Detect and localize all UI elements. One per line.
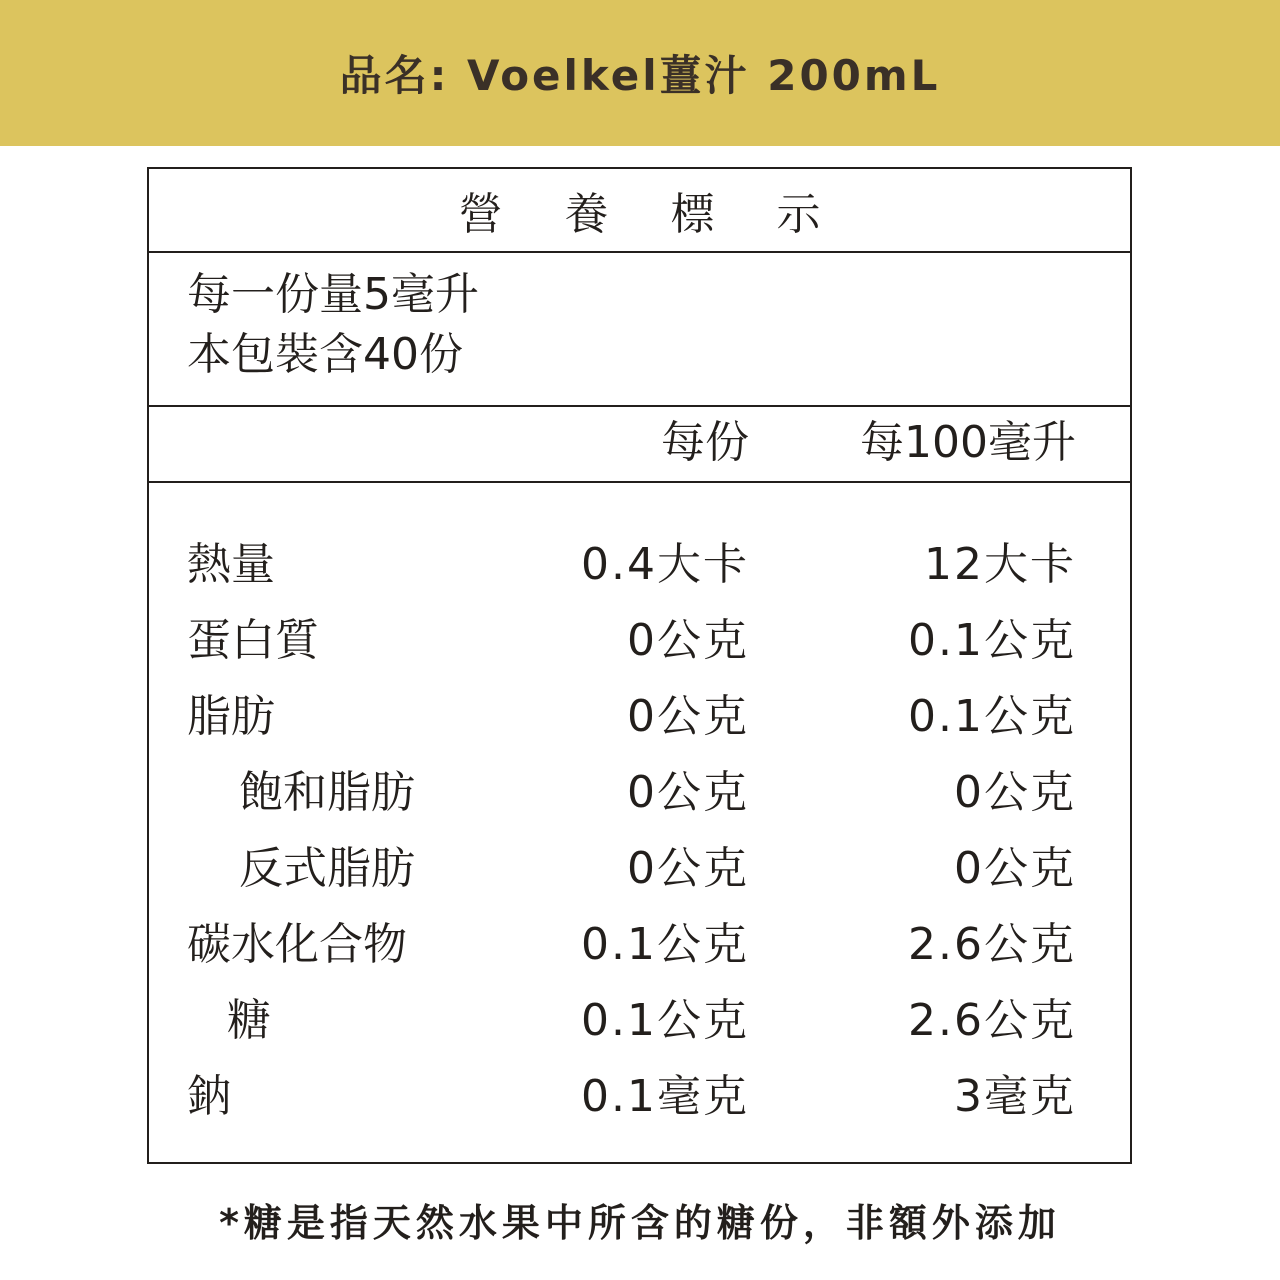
per-serving-value: 0.4大卡 bbox=[581, 539, 749, 590]
nutrient-row-fat bbox=[149, 687, 1130, 747]
per-100ml-value: 0.1公克 bbox=[908, 615, 1076, 666]
nutrient-name: 飽和脂肪 bbox=[239, 767, 415, 818]
product-name: 品名: Voelkel薑汁 200mL bbox=[339, 51, 941, 100]
servings-per-package: 本包裝含40份 bbox=[187, 329, 463, 380]
serving-info bbox=[149, 251, 1130, 407]
serving-size: 每一份量5毫升 bbox=[187, 269, 479, 320]
nutrient-row-trans-fat bbox=[149, 839, 1130, 899]
product-banner bbox=[0, 0, 1280, 146]
per-serving-value: 0公克 bbox=[627, 843, 749, 894]
per-serving-header: 每份 bbox=[661, 417, 749, 468]
nutrient-name: 鈉 bbox=[187, 1071, 231, 1122]
per-100ml-value: 2.6公克 bbox=[908, 995, 1076, 1046]
nutrition-facts-panel bbox=[147, 167, 1132, 1164]
per-100ml-value: 2.6公克 bbox=[908, 919, 1076, 970]
per-100ml-value: 0公克 bbox=[954, 767, 1076, 818]
nutrient-name: 糖 bbox=[227, 995, 271, 1046]
per-serving-value: 0公克 bbox=[627, 691, 749, 742]
per-100ml-value: 3毫克 bbox=[954, 1071, 1076, 1122]
per-100ml-value: 12大卡 bbox=[924, 539, 1076, 590]
nutrition-title: 營 養 標 示 bbox=[458, 189, 845, 240]
nutrient-row-sodium bbox=[149, 1067, 1130, 1127]
nutrient-row-protein bbox=[149, 611, 1130, 671]
per-serving-value: 0.1毫克 bbox=[581, 1071, 749, 1122]
sugar-footnote: *糖是指天然水果中所含的糖份，非額外添加 bbox=[219, 1201, 1061, 1245]
per-serving-value: 0公克 bbox=[627, 767, 749, 818]
per-serving-value: 0.1公克 bbox=[581, 995, 749, 1046]
nutrient-row-sugar bbox=[149, 991, 1130, 1051]
per-100ml-value: 0.1公克 bbox=[908, 691, 1076, 742]
per-100ml-value: 0公克 bbox=[954, 843, 1076, 894]
nutrient-name: 反式脂肪 bbox=[239, 843, 415, 894]
nutrient-row-calories bbox=[149, 535, 1130, 595]
nutrient-name: 脂肪 bbox=[187, 691, 275, 742]
per-100ml-header: 每100毫升 bbox=[860, 417, 1076, 468]
nutrient-name: 熱量 bbox=[187, 539, 275, 590]
nutrient-name: 蛋白質 bbox=[187, 615, 319, 666]
nutrition-title-row bbox=[149, 169, 1130, 253]
column-header-row bbox=[149, 405, 1130, 483]
per-serving-value: 0.1公克 bbox=[581, 919, 749, 970]
nutrient-name: 碳水化合物 bbox=[187, 919, 407, 970]
nutrient-row-saturated-fat bbox=[149, 763, 1130, 823]
per-serving-value: 0公克 bbox=[627, 615, 749, 666]
nutrient-row-carbohydrate bbox=[149, 915, 1130, 975]
